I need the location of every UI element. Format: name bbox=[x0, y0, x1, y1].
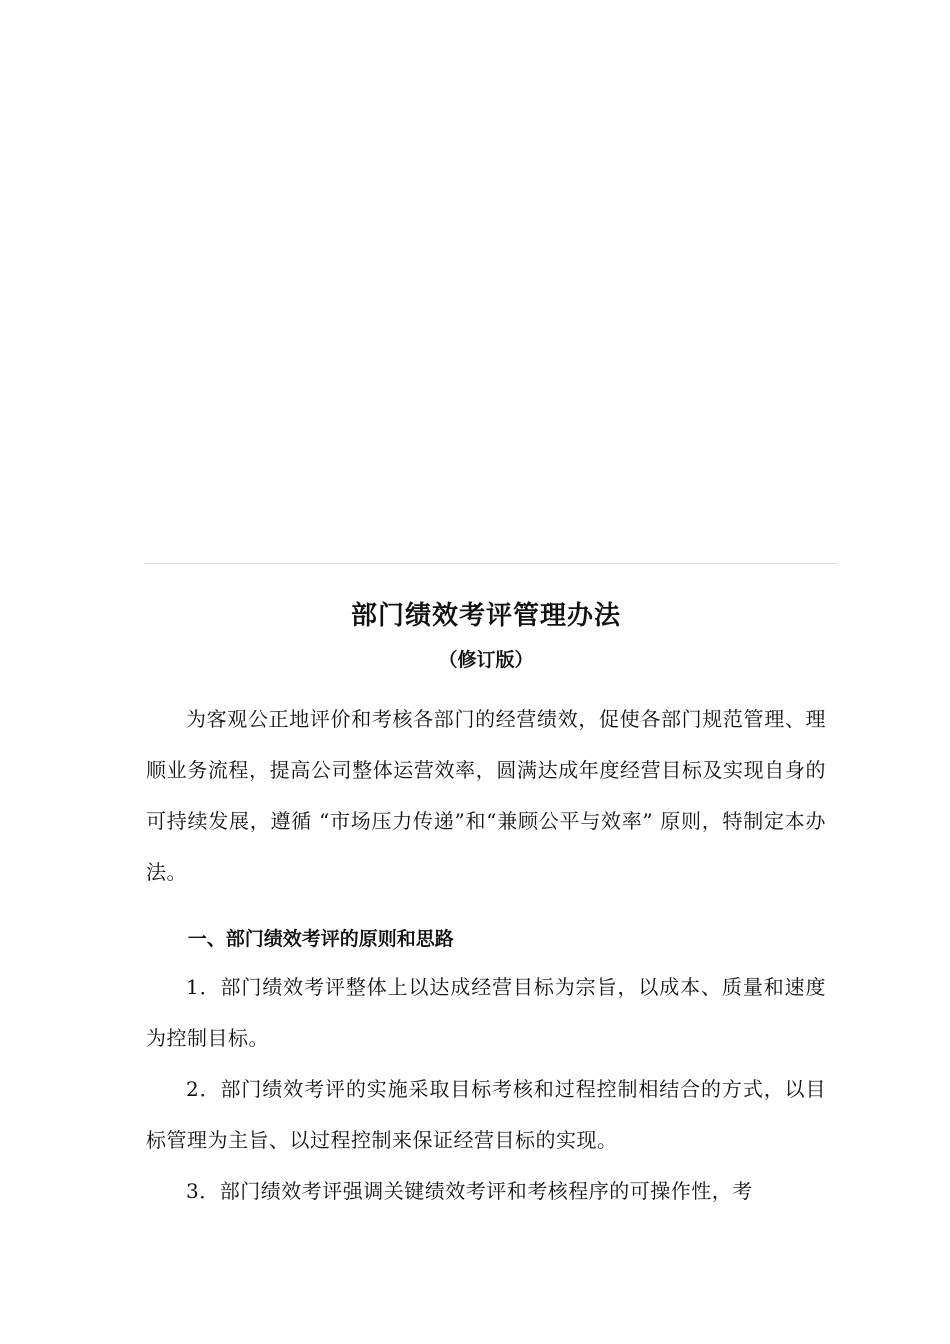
section-item-2: 2．部门绩效考评的实施采取目标考核和过程控制相结合的方式，以目标管理为主旨、以过程控制来保证经营目标的实现。 bbox=[146, 1077, 826, 1152]
section-item-3: 3．部门绩效考评强调关键绩效考评和考核程序的可操作性，考 bbox=[186, 1179, 753, 1203]
section-heading: 一、部门绩效考评的原则和思路 bbox=[187, 928, 454, 950]
document-content bbox=[146, 596, 826, 1217]
page-divider bbox=[144, 563, 838, 564]
document-title: 部门绩效考评管理办法 bbox=[350, 601, 621, 631]
document-subtitle: （修订版） bbox=[438, 649, 534, 671]
intro-paragraph: 为客观公正地评价和考核各部门的经营绩效，促使各部门规范管理、理顺业务流程，提高公司整体运营效率，圆满达成年度经营目标及实现自身的可持续发展，遵循 “市场压力传递”和“兼顾公平与效率” 原则，特制定本办法。 bbox=[146, 707, 826, 884]
section-item-1: 1．部门绩效考评整体上以达成经营目标为宗旨，以成本、质量和速度为控制目标。 bbox=[146, 975, 826, 1050]
